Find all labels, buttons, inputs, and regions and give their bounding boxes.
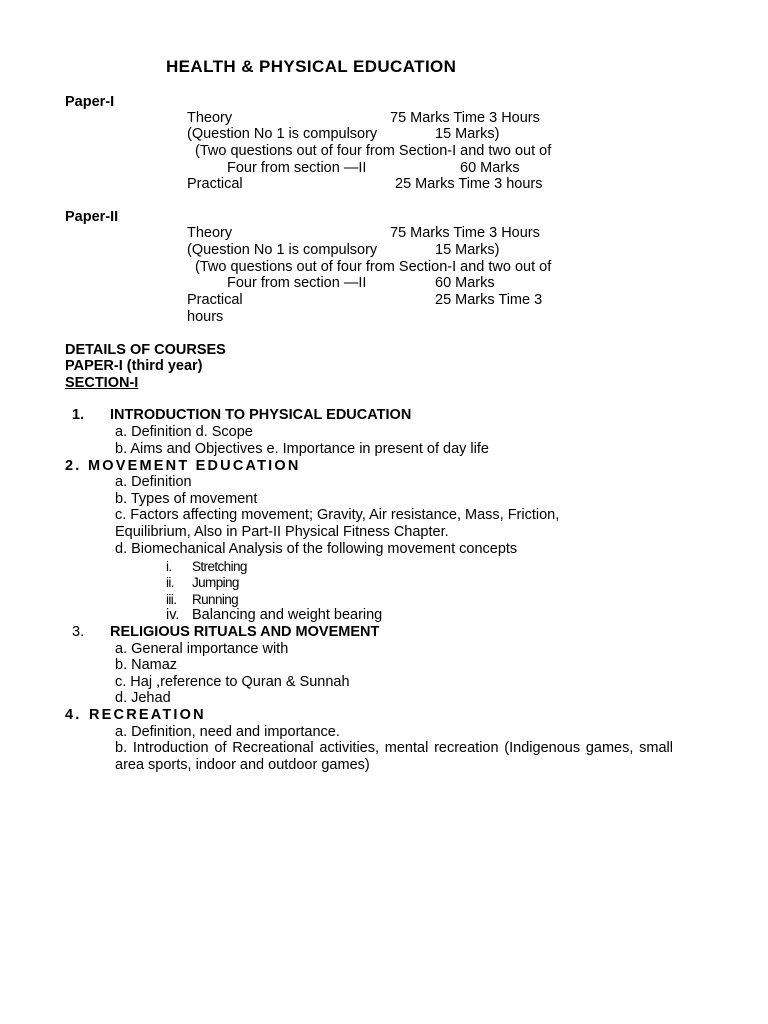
- paper-1-q1: (Question No 1 is compulsory: [187, 126, 378, 142]
- paper-2-q1-marks: 15 Marks): [435, 242, 500, 258]
- section-2-item-c: c. Factors affecting movement; Gravity, Air resistance, Mass, Friction,: [115, 507, 560, 523]
- paper-2-practical-marks-cont: hours: [187, 309, 224, 325]
- paper-1-label: Paper-I: [65, 94, 115, 110]
- paper-1-theory-marks: 75 Marks Time 3 Hours: [390, 110, 540, 126]
- section-2-item-a: a. Definition: [115, 474, 192, 490]
- subitem-i-number: i.: [166, 559, 172, 574]
- section-1-item-b: b. Aims and Objectives e. Importance in present of day life: [115, 441, 489, 457]
- subitem-ii-number: ii.: [166, 575, 174, 590]
- paper-2-two-q-line1: (Two questions out of four from Section-I and two out of: [195, 259, 552, 275]
- paper-1-q1-marks: 15 Marks): [435, 126, 500, 142]
- section-2-item-c-cont: Equilibrium, Also in Part-II Physical Fitness Chapter.: [115, 524, 449, 540]
- section-heading: SECTION-I: [65, 375, 139, 391]
- subitem-iv-number: iv.: [166, 607, 180, 623]
- section-1-number: 1.: [72, 407, 85, 423]
- subitem-ii-text: Jumping: [192, 575, 239, 590]
- section-3-item-b: b. Namaz: [115, 657, 178, 673]
- section-3-item-c: c. Haj ,reference to Quran & Sunnah: [115, 674, 350, 690]
- paper-1-two-q-marks: 60 Marks: [460, 160, 520, 176]
- paper-2-practical: Practical: [187, 292, 243, 308]
- section-4-item-b: b. Introduction of Recreational activities, mental recreation (Indigenous games, small area sports, indoor and outdoor games): [115, 740, 673, 773]
- subitem-iii-number: iii.: [166, 592, 177, 607]
- section-3-item-a: a. General importance with: [115, 641, 289, 657]
- section-1-item-a: a. Definition d. Scope: [115, 424, 253, 440]
- paper-1-theory: Theory: [187, 110, 233, 126]
- subitem-iii-text: Running: [192, 592, 239, 607]
- paper-2-two-q-line2: Four from section —II: [227, 275, 367, 291]
- section-2-item-b: b. Types of movement: [115, 491, 258, 507]
- subitem-i-text: Stretching: [192, 559, 247, 574]
- paper-2-two-q-marks: 60 Marks: [435, 275, 495, 291]
- section-2-item-d: d. Biomechanical Analysis of the following movement concepts: [115, 541, 518, 557]
- section-2-heading: MOVEMENT EDUCATION: [88, 458, 301, 474]
- section-3-number: 3.: [72, 624, 85, 640]
- section-4-item-a: a. Definition, need and importance.: [115, 724, 340, 740]
- section-1-heading: INTRODUCTION TO PHYSICAL EDUCATION: [110, 407, 412, 423]
- paper-2-theory: Theory: [187, 225, 233, 241]
- paper-1-two-q-line1: (Two questions out of four from Section-I and two out of: [195, 143, 552, 159]
- page-title: HEALTH & PHYSICAL EDUCATION: [166, 57, 457, 76]
- paper-2-label: Paper-II: [65, 209, 119, 225]
- section-3-item-d: d. Jehad: [115, 690, 171, 706]
- paper-1-practical: Practical: [187, 176, 243, 192]
- subitem-iv-text: Balancing and weight bearing: [192, 607, 383, 623]
- section-3-heading: RELIGIOUS RITUALS AND MOVEMENT: [110, 624, 380, 640]
- paper-2-theory-marks: 75 Marks Time 3 Hours: [390, 225, 540, 241]
- paper-2-practical-marks: 25 Marks Time 3: [435, 292, 543, 308]
- paper-2-q1: (Question No 1 is compulsory: [187, 242, 378, 258]
- paper-1-two-q-line2: Four from section —II: [227, 160, 367, 176]
- section-4-number: 4.: [65, 707, 82, 723]
- section-4-heading: RECREATION: [89, 707, 206, 723]
- section-2-number: 2.: [65, 458, 82, 474]
- details-heading: DETAILS OF COURSES: [65, 342, 226, 358]
- paper-1-practical-marks: 25 Marks Time 3 hours: [395, 176, 543, 192]
- paper-heading: PAPER-I (third year): [65, 358, 203, 374]
